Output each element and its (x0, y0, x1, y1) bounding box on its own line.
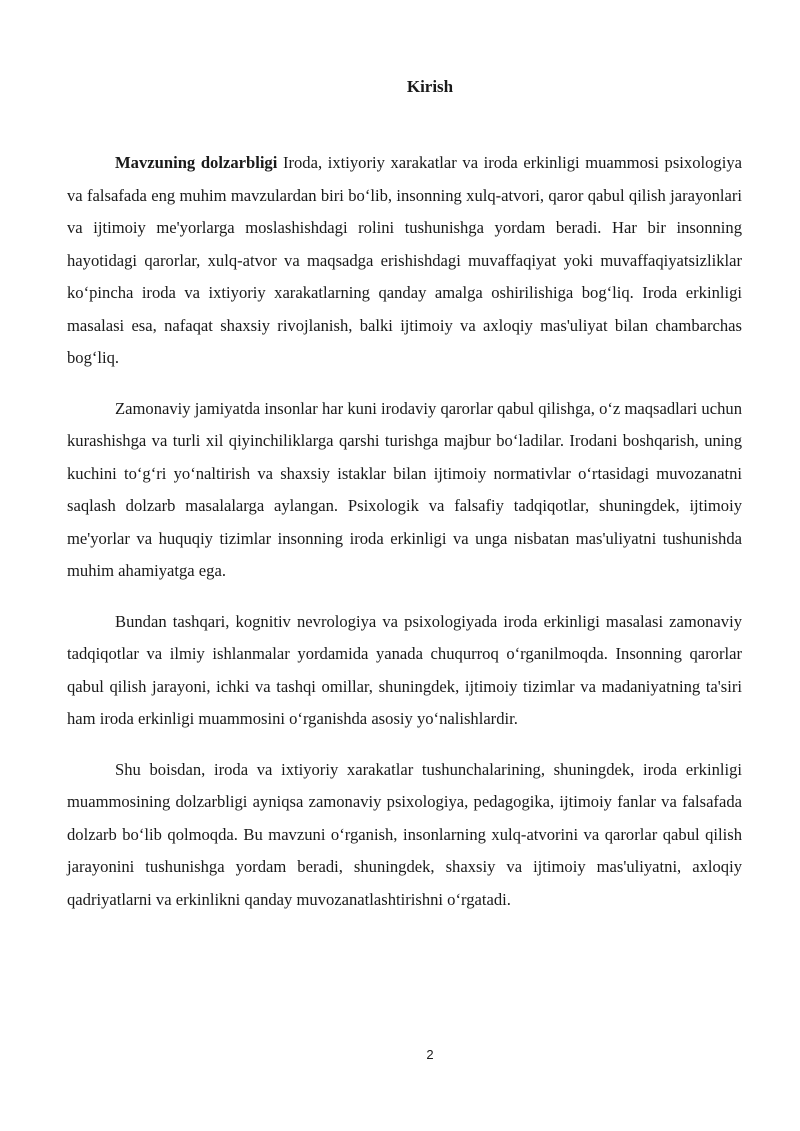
paragraph-conclusion: Shu boisdan, iroda va ixtiyoriy xarakatlar tushunchalarining, shuningdek, iroda erkinligi muammosining dolzarbligi ayniqsa zamonaviy psixologiya, pedagogika, ijtimoiy fanlar va falsafada dolzarb bo‘lib qolmoqda. Bu mavzuni o‘rganish, insonlarning xulq-atvorini va qarorlar qabul qilish jarayonini tushunishga yordam beradi, shuningdek, shaxsiy va ijtimoiy mas'uliyatni, axloqiy qadriyatlarni va erkinlikni qanday muvozanatlashtirishni o‘rgatadi. (67, 759, 742, 909)
paragraph-text: Iroda, ixtiyoriy xarakatlar va iroda erkinligi muammosi psixologiya va falsafada eng muhim mavzulardan biri bo‘lib, insonning xulq-atvori, qaror qabul qilish jarayonlari va ijtimoiy me'yorlarga moslashishdagi rolini tushunishga yordam beradi. Har bir insonning hayotidagi qarorlar, xulq-atvor va maqsadga erishishdagi muvaffaqiyat yoki muvaffaqiyatsizliklar ko‘pincha iroda va ixtiyoriy xarakatlarning qanday amalga oshirilishiga bog‘liq. Iroda erkinligi masalasi esa, nafaqat shaxsiy rivojlanish, balki ijtimoiy va axloqiy mas'uliyat bilan chambarchas bog‘liq. (67, 153, 742, 367)
paragraph-relevance (67, 147, 742, 375)
page-number: 2 (426, 1047, 434, 1062)
document-body (67, 147, 742, 934)
page-title: Kirish (406, 77, 454, 96)
paragraph-cognitive-neurology: Bundan tashqari, kognitiv nevrologiya va psixologiyada iroda erkinligi masalasi zamonaviy tadqiqotlar va ilmiy ishlanmalar yordamida yanada chuqurroq o‘rganilmoqda. Insonning qarorlar qabul qilish jarayoni, ichki va tashqi omillar, shuningdek, ijtimoiy tizimlar va madaniyatning ta'siri ham iroda erkinligi muammosini o‘rganishda asosiy yo‘nalishlardir. (67, 611, 742, 728)
paragraph-lead-heading: Mavzuning dolzarbligi (115, 153, 278, 172)
paragraph-modern-society: Zamonaviy jamiyatda insonlar har kuni irodaviy qarorlar qabul qilishga, o‘z maqsadlari uchun kurashishga va turli xil qiyinchiliklarga qarshi turishga majbur bo‘ladilar. Irodani boshqarish, uning kuchini to‘g‘ri yo‘naltirish va shaxsiy istaklar bilan ijtimoiy normativlar o‘rtasidagi muvozanatni saqlash dolzarb masalalarga aylangan. Psixologik va falsafiy tadqiqotlar, shuningdek, ijtimoiy me'yorlar va huquqiy tizimlar insonning iroda erkinligi va unga nisbatan mas'uliyatni tushunishda muhim ahamiyatga ega. (67, 398, 742, 580)
